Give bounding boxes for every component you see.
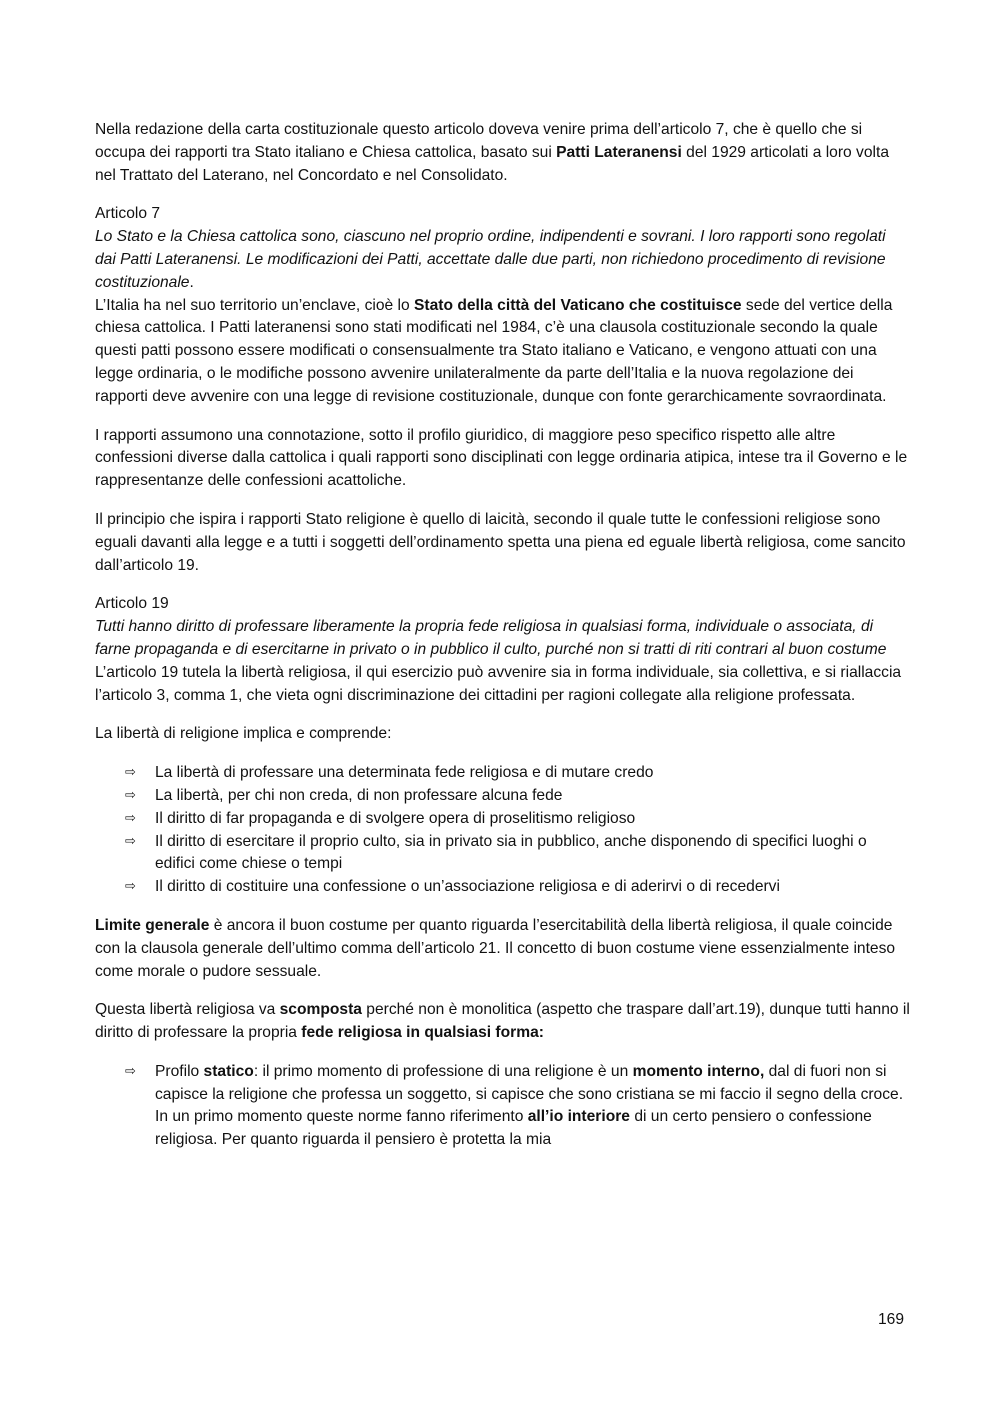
profilo-list bbox=[95, 1061, 910, 1152]
scomposta-bold-2: fede religiosa in qualsiasi forma: bbox=[301, 1024, 544, 1042]
tutela-paragraph: L’articolo 19 tutela la libertà religiosa, il qui esercizio può avvenire sia in forma individuale, sia collettiva, e si riallaccia l’articolo 3, comma 1, che vieta ogni discriminazione dei cittadini per ragioni collegate alla religione professata. bbox=[95, 663, 902, 704]
article-7-label: Articolo 7 bbox=[95, 205, 161, 223]
principio-paragraph: Il principio che ispira i rapporti Stato religione è quello di laicità, secondo il quale tutte le confessioni religiose sono eguali davanti alla legge e a tutti i soggetti dell’ordinamento spetta una piena ed eguale libertà religiosa, come sancito dall’articolo 19. bbox=[95, 510, 906, 574]
profilo-text-1: Profilo bbox=[155, 1062, 204, 1080]
article-19-label: Articolo 19 bbox=[95, 595, 169, 613]
list-item bbox=[125, 876, 910, 899]
arrow-right-icon: ⇨ bbox=[125, 1063, 136, 1079]
scomposta-bold-1: scomposta bbox=[279, 1001, 362, 1019]
article-7-text: Lo Stato e la Chiesa cattolica sono, ciascuno nel proprio ordine, indipendenti e sovrani. I loro rapporti sono regolati dai Patti Lateranensi. Le modificazioni dei Patti, accettate dalle due parti, non richiedono procedimento di revisione costituzionale bbox=[95, 228, 886, 291]
article-7-end: . bbox=[189, 273, 194, 291]
list-item-text: Il diritto di far propaganda e di svolgere opera di proselitismo religioso bbox=[155, 809, 636, 827]
list-item-text: Il diritto di esercitare il proprio culto, sia in privato sia in pubblico, anche disponendo di specifici luoghi o edifici come chiese o tempi bbox=[155, 832, 867, 873]
list-item bbox=[125, 1061, 910, 1152]
document-page bbox=[95, 119, 910, 1168]
list-item-text: Il diritto di costituire una confessione o un’associazione religiosa e di aderirvi o di recedervi bbox=[155, 878, 780, 896]
list-item-text: La libertà, per chi non creda, di non professare alcuna fede bbox=[155, 786, 563, 804]
arrow-right-icon: ⇨ bbox=[125, 765, 136, 781]
profilo-text-4: di un certo pensiero o confessione religiosa. Per quanto riguarda il pensiero è protetta la mia bbox=[155, 1108, 872, 1149]
vaticano-paragraph bbox=[95, 295, 910, 409]
page-number: 169 bbox=[877, 1311, 904, 1328]
profilo-text-3: dal di fuori non si capisce la religione che professa un soggetto, si capisce che sono cristiana se mi faccio il segno della croce. In un primo momento queste norme fanno riferimento bbox=[155, 1062, 904, 1126]
vaticano-bold: Stato della città del Vaticano che costituisce bbox=[414, 296, 742, 314]
profilo-bold-3: all’io interiore bbox=[527, 1108, 630, 1126]
limite-bold: Limite generale bbox=[95, 916, 210, 934]
scomposta-text-2: perché non è monolitica (aspetto che traspare dall’art.19), dunque tutti hanno il diritto di professare la propria bbox=[95, 1001, 910, 1042]
vaticano-text-2: sede del vertice della chiesa cattolica. I Patti lateranensi sono stati modificati nel 1984, c’è una clausola costituzionale secondo la quale questi patti possono essere modificati o consensualmente tra Stato italiano e Vaticano, e vengono attuati con una legge ordinaria, o le modifiche possono avvenire unilateralmente da parte dell’Italia e la nuova regolazione dei rapporti deve avvenire con una legge di revisione costituzionale, dunque con fonte gerarchicamente sovraordinata. bbox=[95, 296, 893, 405]
arrow-right-icon: ⇨ bbox=[125, 787, 136, 803]
arrow-right-icon: ⇨ bbox=[125, 810, 136, 826]
list-item-text: La libertà di professare una determinata fede religiosa e di mutare credo bbox=[155, 764, 654, 782]
rapporti-paragraph: I rapporti assumono una connotazione, sotto il profilo giuridico, di maggiore peso specifico rispetto alle altre confessioni diverse dalla cattolica i quali rapporti sono disciplinati con legge ordinaria atipica, intese tra il Governo e le rappresentanze delle confessioni acattoliche. bbox=[95, 426, 908, 490]
list-item bbox=[125, 831, 910, 877]
limite-paragraph bbox=[95, 915, 910, 983]
vaticano-text-1: L’Italia ha nel suo territorio un’enclave, cioè lo bbox=[95, 296, 414, 314]
scomposta-paragraph bbox=[95, 999, 910, 1045]
implica-paragraph: La libertà di religione implica e comprende: bbox=[95, 725, 392, 743]
article-19-quote: Tutti hanno diritto di professare liberamente la propria fede religiosa in qualsiasi forma, individuale o associata, di farne propaganda e di esercitarne in privato o in pubblico il culto, purché non si tratti di riti contrari al buon costume bbox=[95, 618, 887, 658]
liberta-list bbox=[95, 762, 910, 899]
list-item bbox=[125, 785, 910, 808]
list-item bbox=[125, 808, 910, 831]
arrow-right-icon: ⇨ bbox=[125, 879, 136, 895]
intro-bold-patti: Patti Lateranensi bbox=[556, 143, 682, 161]
intro-text-1: Nella redazione della carta costituzionale questo articolo doveva venire prima dell’articolo 7, che è quello che si occupa dei rapporti tra Stato italiano e Chiesa cattolica, basato sui bbox=[95, 121, 863, 161]
article-7-quote bbox=[95, 226, 910, 294]
profilo-bold-2: momento interno, bbox=[632, 1062, 765, 1080]
limite-text: è ancora il buon costume per quanto riguarda l’esercitabilità della libertà religiosa, il quale coincide con la clausola generale dell’ultimo comma dell’articolo 21. Il concetto di buon costume viene essenzialmente inteso come morale o pudore sessuale. bbox=[95, 916, 896, 980]
arrow-right-icon: ⇨ bbox=[125, 833, 136, 849]
intro-text-2: del 1929 articolati a loro volta nel Trattato del Laterano, nel Concordato e nel Consolidato. bbox=[95, 143, 889, 184]
list-item bbox=[125, 762, 910, 785]
intro-paragraph bbox=[95, 119, 910, 187]
profilo-bold-1: statico bbox=[203, 1062, 254, 1080]
profilo-text-2: : il primo momento di professione di una religione è un bbox=[253, 1062, 633, 1080]
scomposta-text-1: Questa libertà religiosa va bbox=[95, 1001, 280, 1019]
